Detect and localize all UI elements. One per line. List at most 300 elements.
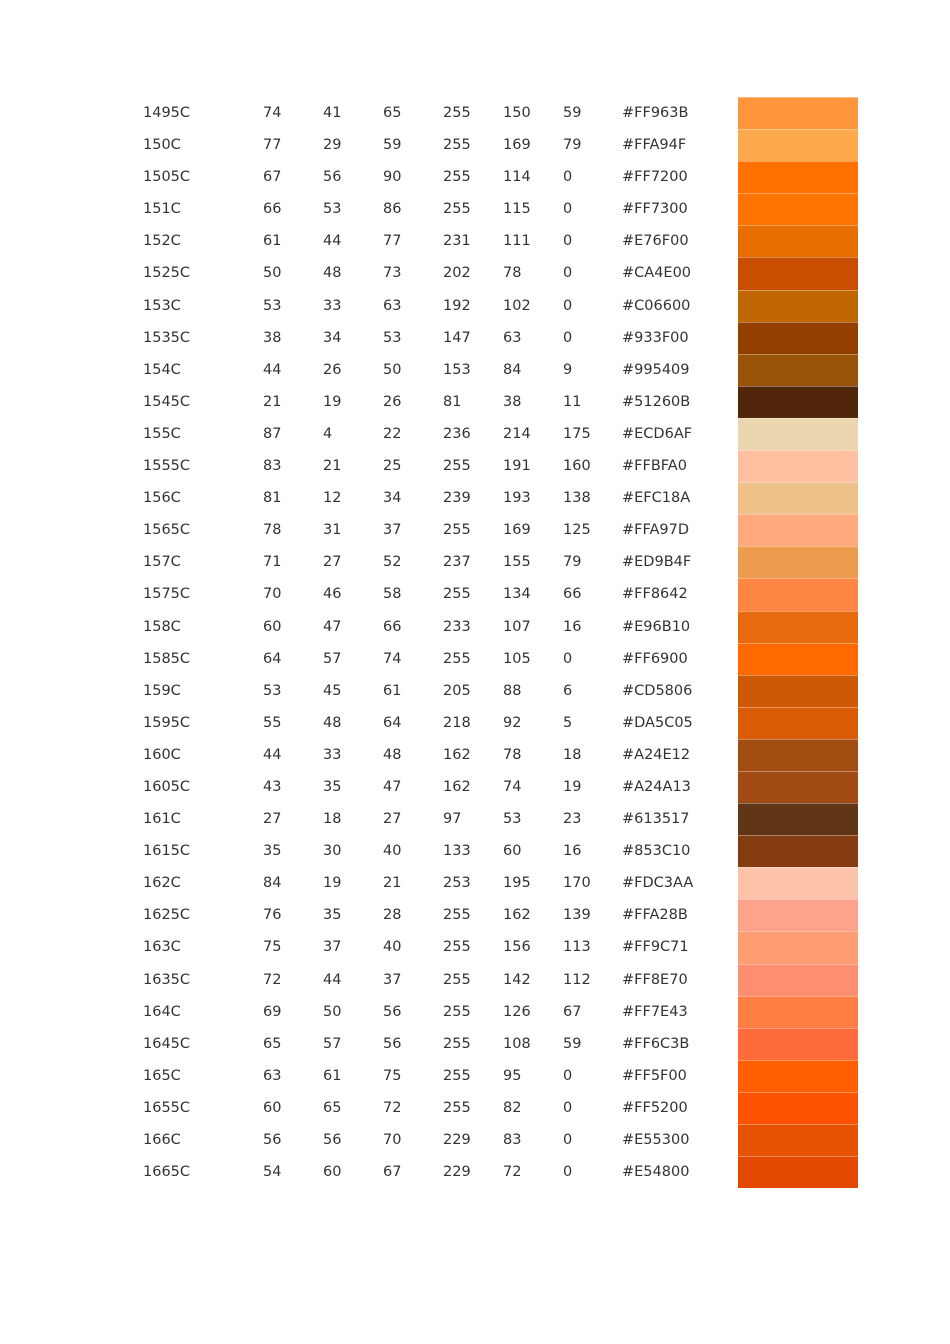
cell-c3: 61 xyxy=(383,682,402,699)
cell-g: 193 xyxy=(503,490,531,507)
cell-b: 59 xyxy=(563,105,582,121)
cell-c1: 27 xyxy=(263,811,282,828)
cell-g: 111 xyxy=(503,233,531,250)
cell-c2: 35 xyxy=(323,778,342,795)
cell-c1: 44 xyxy=(263,361,282,378)
cell-r: 147 xyxy=(443,329,471,346)
cell-r: 255 xyxy=(443,971,471,988)
color-swatch xyxy=(738,996,858,1028)
cell-r: 255 xyxy=(443,105,471,121)
color-table xyxy=(0,97,950,1188)
cell-g: 150 xyxy=(503,105,531,121)
cell-c1: 72 xyxy=(263,971,282,988)
cell-c1: 60 xyxy=(263,618,282,635)
table-row xyxy=(0,322,950,354)
cell-g: 126 xyxy=(503,1003,531,1020)
cell-c1: 56 xyxy=(263,1132,282,1148)
color-swatch xyxy=(738,354,858,386)
cell-g: 214 xyxy=(503,425,531,442)
cell-hex: #FF5F00 xyxy=(622,1067,687,1084)
cell-c2: 47 xyxy=(323,618,342,635)
cell-c2: 31 xyxy=(323,522,342,539)
cell-r: 255 xyxy=(443,650,471,667)
cell-name: 1645C xyxy=(143,1035,191,1052)
cell-c2: 50 xyxy=(323,1003,342,1020)
cell-c1: 83 xyxy=(263,458,282,475)
cell-b: 66 xyxy=(563,586,582,603)
cell-c1: 78 xyxy=(263,522,282,539)
cell-hex: #FF6900 xyxy=(622,650,688,667)
table-row xyxy=(0,771,950,803)
table-row xyxy=(0,450,950,482)
cell-hex: #CA4E00 xyxy=(622,265,692,282)
cell-g: 88 xyxy=(503,682,522,699)
cell-c1: 44 xyxy=(263,746,282,763)
table-row xyxy=(0,225,950,257)
cell-g: 115 xyxy=(503,201,531,218)
cell-g: 60 xyxy=(503,843,522,860)
color-swatch xyxy=(738,578,858,610)
cell-hex: #ECD6AF xyxy=(622,425,693,442)
cell-c1: 75 xyxy=(263,939,282,956)
cell-name: 1535C xyxy=(143,329,191,346)
color-swatch xyxy=(738,611,858,643)
cell-b: 16 xyxy=(563,618,582,635)
cell-b: 0 xyxy=(563,1067,573,1084)
cell-hex: #FF9C71 xyxy=(622,939,689,956)
cell-hex: #933F00 xyxy=(622,329,689,346)
table-row xyxy=(0,643,950,675)
cell-g: 74 xyxy=(503,778,522,795)
cell-c1: 77 xyxy=(263,137,282,154)
cell-name: 153C xyxy=(143,297,181,314)
cell-g: 108 xyxy=(503,1035,531,1052)
table-row xyxy=(0,707,950,739)
cell-hex: #FF8642 xyxy=(622,586,688,603)
cell-c2: 61 xyxy=(323,1067,342,1084)
cell-c3: 34 xyxy=(383,490,402,507)
color-swatch xyxy=(738,322,858,354)
cell-name: 1525C xyxy=(143,265,191,282)
cell-c1: 60 xyxy=(263,1099,282,1116)
cell-c2: 57 xyxy=(323,1035,342,1052)
cell-c2: 45 xyxy=(323,682,342,699)
cell-c3: 72 xyxy=(383,1099,402,1116)
table-row xyxy=(0,835,950,867)
cell-hex: #995409 xyxy=(622,361,690,378)
cell-b: 113 xyxy=(563,939,591,956)
cell-c1: 76 xyxy=(263,907,282,924)
table-row xyxy=(0,1060,950,1092)
cell-c1: 67 xyxy=(263,169,282,186)
color-swatch xyxy=(738,771,858,803)
cell-r: 255 xyxy=(443,458,471,475)
cell-c2: 12 xyxy=(323,490,342,507)
cell-r: 253 xyxy=(443,875,471,892)
cell-r: 218 xyxy=(443,714,471,731)
cell-r: 255 xyxy=(443,939,471,956)
cell-r: 133 xyxy=(443,843,471,860)
cell-b: 18 xyxy=(563,746,582,763)
color-swatch xyxy=(738,1124,858,1156)
cell-g: 114 xyxy=(503,169,531,186)
color-swatch xyxy=(738,643,858,675)
cell-g: 92 xyxy=(503,714,522,731)
cell-b: 67 xyxy=(563,1003,582,1020)
table-row xyxy=(0,161,950,193)
cell-g: 83 xyxy=(503,1132,522,1148)
cell-g: 162 xyxy=(503,907,531,924)
color-swatch xyxy=(738,1156,858,1188)
color-swatch xyxy=(738,835,858,867)
cell-r: 255 xyxy=(443,1035,471,1052)
color-swatch xyxy=(738,739,858,771)
table-row xyxy=(0,1156,950,1188)
color-swatch xyxy=(738,1060,858,1092)
cell-c2: 46 xyxy=(323,586,342,603)
cell-b: 160 xyxy=(563,458,591,475)
cell-c3: 37 xyxy=(383,522,402,539)
cell-name: 1625C xyxy=(143,907,191,924)
cell-r: 229 xyxy=(443,1132,471,1148)
cell-g: 78 xyxy=(503,746,522,763)
cell-c1: 61 xyxy=(263,233,282,250)
table-row xyxy=(0,803,950,835)
cell-b: 0 xyxy=(563,233,573,250)
color-swatch xyxy=(738,675,858,707)
cell-g: 142 xyxy=(503,971,531,988)
cell-c3: 74 xyxy=(383,650,402,667)
cell-c3: 40 xyxy=(383,939,402,956)
cell-name: 158C xyxy=(143,618,181,635)
color-swatch xyxy=(738,290,858,322)
cell-hex: #E54800 xyxy=(622,1164,690,1181)
cell-b: 79 xyxy=(563,554,582,571)
cell-c3: 75 xyxy=(383,1067,402,1084)
cell-c2: 53 xyxy=(323,201,342,218)
table-row xyxy=(0,386,950,418)
cell-c3: 56 xyxy=(383,1035,402,1052)
color-swatch xyxy=(738,707,858,739)
cell-r: 255 xyxy=(443,586,471,603)
cell-c2: 48 xyxy=(323,265,342,282)
table-row xyxy=(0,418,950,450)
color-swatch xyxy=(738,803,858,835)
color-swatch xyxy=(738,386,858,418)
table-row xyxy=(0,514,950,546)
cell-c2: 37 xyxy=(323,939,342,956)
color-swatch xyxy=(738,964,858,996)
cell-g: 102 xyxy=(503,297,531,314)
table-row xyxy=(0,996,950,1028)
cell-r: 255 xyxy=(443,1067,471,1084)
cell-c1: 66 xyxy=(263,201,282,218)
cell-c3: 25 xyxy=(383,458,402,475)
cell-c1: 84 xyxy=(263,875,282,892)
cell-r: 153 xyxy=(443,361,471,378)
cell-c1: 70 xyxy=(263,586,282,603)
cell-hex: #FF7200 xyxy=(622,169,688,186)
cell-c3: 86 xyxy=(383,201,402,218)
table-row xyxy=(0,739,950,771)
cell-c2: 44 xyxy=(323,233,342,250)
cell-g: 105 xyxy=(503,650,531,667)
cell-hex: #51260B xyxy=(622,393,691,410)
color-swatch xyxy=(738,193,858,225)
cell-hex: #E96B10 xyxy=(622,618,691,635)
cell-b: 0 xyxy=(563,265,573,282)
cell-c2: 27 xyxy=(323,554,342,571)
cell-r: 255 xyxy=(443,1003,471,1020)
cell-name: 1575C xyxy=(143,586,191,603)
table-row xyxy=(0,867,950,899)
cell-name: 1505C xyxy=(143,169,191,186)
cell-hex: #C06600 xyxy=(622,297,691,314)
color-swatch xyxy=(738,97,858,129)
cell-b: 0 xyxy=(563,1132,573,1148)
cell-c2: 56 xyxy=(323,1132,342,1148)
cell-c1: 21 xyxy=(263,393,282,410)
cell-hex: #FFBFA0 xyxy=(622,458,687,475)
table-row xyxy=(0,675,950,707)
cell-c3: 59 xyxy=(383,137,402,154)
cell-b: 16 xyxy=(563,843,582,860)
cell-hex: #FFA28B xyxy=(622,907,688,924)
cell-c2: 21 xyxy=(323,458,342,475)
cell-name: 164C xyxy=(143,1003,181,1020)
cell-c1: 74 xyxy=(263,105,282,121)
cell-hex: #853C10 xyxy=(622,843,691,860)
cell-c3: 28 xyxy=(383,907,402,924)
cell-c2: 56 xyxy=(323,169,342,186)
cell-hex: #FF8E70 xyxy=(622,971,688,988)
cell-c1: 65 xyxy=(263,1035,282,1052)
cell-name: 162C xyxy=(143,875,181,892)
cell-hex: #E55300 xyxy=(622,1132,690,1148)
cell-r: 255 xyxy=(443,522,471,539)
cell-name: 1585C xyxy=(143,650,191,667)
cell-b: 175 xyxy=(563,425,591,442)
cell-g: 191 xyxy=(503,458,531,475)
cell-name: 163C xyxy=(143,939,181,956)
color-swatch xyxy=(738,450,858,482)
cell-hex: #FFA94F xyxy=(622,137,687,154)
cell-g: 134 xyxy=(503,586,531,603)
cell-c3: 22 xyxy=(383,425,402,442)
cell-g: 78 xyxy=(503,265,522,282)
cell-c2: 18 xyxy=(323,811,342,828)
cell-b: 112 xyxy=(563,971,591,988)
cell-name: 154C xyxy=(143,361,181,378)
cell-c3: 21 xyxy=(383,875,402,892)
table-row xyxy=(0,193,950,225)
table-row xyxy=(0,1092,950,1124)
cell-c2: 33 xyxy=(323,746,342,763)
cell-c3: 26 xyxy=(383,393,402,410)
color-swatch xyxy=(738,546,858,578)
cell-hex: #FDC3AA xyxy=(622,875,694,892)
cell-hex: #FFA97D xyxy=(622,522,690,539)
cell-r: 162 xyxy=(443,778,471,795)
color-swatch xyxy=(738,482,858,514)
table-row xyxy=(0,1028,950,1060)
cell-name: 1635C xyxy=(143,971,191,988)
cell-name: 1665C xyxy=(143,1164,191,1181)
cell-hex: #A24E12 xyxy=(622,746,691,763)
cell-c3: 77 xyxy=(383,233,402,250)
cell-c3: 65 xyxy=(383,105,402,121)
cell-hex: #EFC18A xyxy=(622,490,691,507)
cell-r: 97 xyxy=(443,811,462,828)
cell-b: 138 xyxy=(563,490,591,507)
cell-c3: 50 xyxy=(383,361,402,378)
table-row xyxy=(0,257,950,289)
cell-c1: 55 xyxy=(263,714,282,731)
table-row xyxy=(0,899,950,931)
cell-c1: 81 xyxy=(263,490,282,507)
cell-b: 79 xyxy=(563,137,582,154)
cell-g: 53 xyxy=(503,811,522,828)
cell-hex: #FF7300 xyxy=(622,201,688,218)
cell-c3: 27 xyxy=(383,811,402,828)
cell-c1: 63 xyxy=(263,1067,282,1084)
cell-r: 229 xyxy=(443,1164,471,1181)
cell-name: 1595C xyxy=(143,714,191,731)
table-row xyxy=(0,482,950,514)
color-swatch xyxy=(738,129,858,161)
cell-c2: 48 xyxy=(323,714,342,731)
cell-b: 0 xyxy=(563,1099,573,1116)
cell-r: 162 xyxy=(443,746,471,763)
cell-b: 11 xyxy=(563,393,582,410)
cell-name: 159C xyxy=(143,682,181,699)
color-swatch xyxy=(738,257,858,289)
cell-name: 165C xyxy=(143,1067,181,1084)
cell-c1: 43 xyxy=(263,778,282,795)
cell-g: 169 xyxy=(503,522,531,539)
cell-hex: #FF7E43 xyxy=(622,1003,688,1020)
cell-name: 161C xyxy=(143,811,181,828)
cell-name: 1615C xyxy=(143,843,191,860)
color-swatch xyxy=(738,418,858,450)
color-swatch xyxy=(738,1028,858,1060)
table-row xyxy=(0,97,950,129)
cell-g: 169 xyxy=(503,137,531,154)
cell-b: 5 xyxy=(563,714,573,731)
cell-c3: 52 xyxy=(383,554,402,571)
cell-b: 0 xyxy=(563,329,573,346)
cell-name: 1495C xyxy=(143,105,191,121)
cell-b: 0 xyxy=(563,1164,573,1181)
cell-c2: 57 xyxy=(323,650,342,667)
cell-c3: 66 xyxy=(383,618,402,635)
cell-c2: 4 xyxy=(323,425,333,442)
cell-r: 239 xyxy=(443,490,471,507)
cell-name: 151C xyxy=(143,201,181,218)
cell-c1: 53 xyxy=(263,297,282,314)
color-swatch xyxy=(738,514,858,546)
cell-c2: 19 xyxy=(323,393,342,410)
cell-c3: 56 xyxy=(383,1003,402,1020)
cell-b: 6 xyxy=(563,682,573,699)
cell-r: 255 xyxy=(443,169,471,186)
cell-r: 81 xyxy=(443,393,462,410)
color-swatch xyxy=(738,867,858,899)
cell-g: 38 xyxy=(503,393,522,410)
cell-r: 192 xyxy=(443,297,471,314)
cell-r: 236 xyxy=(443,425,471,442)
cell-b: 59 xyxy=(563,1035,582,1052)
cell-c2: 33 xyxy=(323,297,342,314)
cell-g: 82 xyxy=(503,1099,522,1116)
cell-hex: #DA5C05 xyxy=(622,714,693,731)
cell-c2: 65 xyxy=(323,1099,342,1116)
table-row xyxy=(0,546,950,578)
cell-c3: 67 xyxy=(383,1164,402,1181)
cell-c2: 35 xyxy=(323,907,342,924)
cell-g: 156 xyxy=(503,939,531,956)
cell-name: 157C xyxy=(143,554,181,571)
cell-name: 166C xyxy=(143,1132,181,1148)
table-row xyxy=(0,129,950,161)
cell-g: 84 xyxy=(503,361,522,378)
cell-g: 95 xyxy=(503,1067,522,1084)
cell-c1: 69 xyxy=(263,1003,282,1020)
table-row xyxy=(0,964,950,996)
table-row xyxy=(0,931,950,963)
cell-g: 107 xyxy=(503,618,531,635)
cell-name: 156C xyxy=(143,490,181,507)
cell-name: 152C xyxy=(143,233,181,250)
color-swatch xyxy=(738,225,858,257)
cell-r: 255 xyxy=(443,137,471,154)
cell-c2: 34 xyxy=(323,329,342,346)
cell-c1: 50 xyxy=(263,265,282,282)
table-row xyxy=(0,578,950,610)
cell-c1: 54 xyxy=(263,1164,282,1181)
cell-c3: 90 xyxy=(383,169,402,186)
cell-hex: #A24A13 xyxy=(622,778,691,795)
cell-c1: 38 xyxy=(263,329,282,346)
table-row xyxy=(0,290,950,322)
cell-b: 0 xyxy=(563,169,573,186)
cell-b: 0 xyxy=(563,297,573,314)
color-swatch xyxy=(738,899,858,931)
cell-r: 255 xyxy=(443,1099,471,1116)
cell-hex: #ED9B4F xyxy=(622,554,692,571)
cell-name: 150C xyxy=(143,137,181,154)
cell-name: 155C xyxy=(143,425,181,442)
cell-c2: 26 xyxy=(323,361,342,378)
cell-name: 1555C xyxy=(143,458,191,475)
cell-r: 202 xyxy=(443,265,471,282)
cell-r: 255 xyxy=(443,201,471,218)
cell-c2: 60 xyxy=(323,1164,342,1181)
color-swatch xyxy=(738,161,858,193)
cell-name: 1605C xyxy=(143,778,191,795)
cell-b: 0 xyxy=(563,650,573,667)
cell-name: 1655C xyxy=(143,1099,191,1116)
cell-c3: 63 xyxy=(383,297,402,314)
cell-name: 1565C xyxy=(143,522,191,539)
cell-r: 205 xyxy=(443,682,471,699)
cell-b: 170 xyxy=(563,875,591,892)
cell-hex: #E76F00 xyxy=(622,233,689,250)
cell-r: 237 xyxy=(443,554,471,571)
cell-c3: 37 xyxy=(383,971,402,988)
table-row xyxy=(0,354,950,386)
cell-r: 231 xyxy=(443,233,471,250)
